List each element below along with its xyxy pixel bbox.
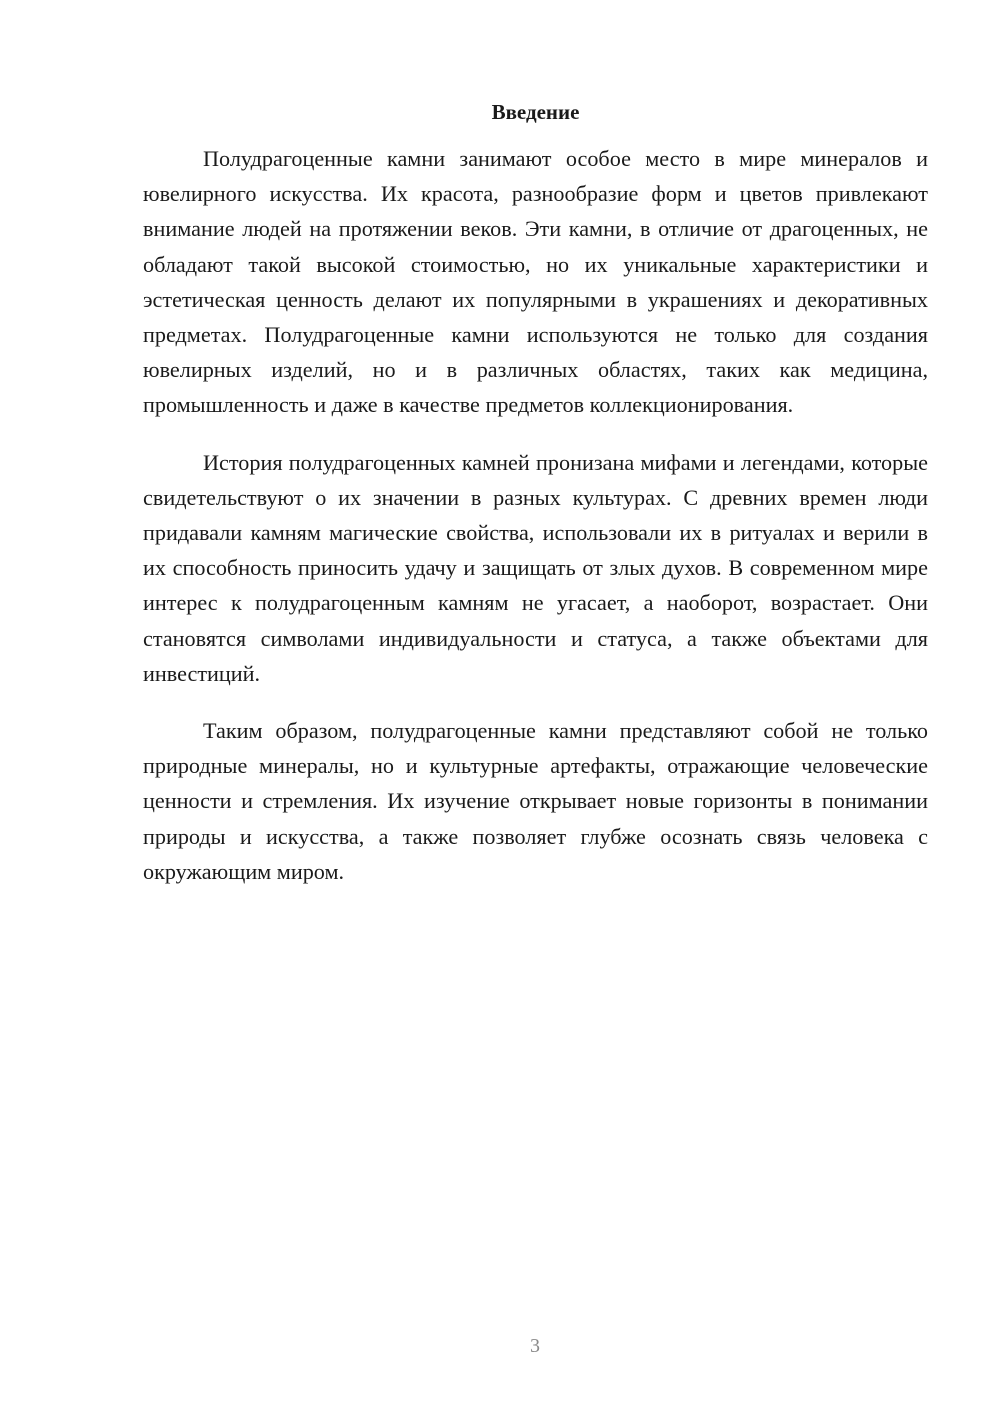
body-text	[143, 141, 928, 911]
paragraph-history: История полудрагоценных камней пронизана мифами и легендами, которые свидетельствуют о их значении в разных культурах. С древних времен люди придавали камням магические свойства, использовали их в ритуалах и верили в их способность приносить удачу и защищать от злых духов. В современном мире интерес к полудрагоценным камням не угасает, а наоборот, возрастает. Они становятся символами индивидуальности и статуса, а также объектами для инвестиций.	[143, 449, 928, 686]
paragraph-conclusion: Таким образом, полудрагоценные камни представляют собой не только природные минералы, но и культурные артефакты, отражающие человеческие ценности и стремления. Их изучение открывает новые горизонты в понимании природы и искусства, а также позволяет глубже осознать связь человека с окружающим миром.	[143, 718, 928, 884]
paragraph-intro: Полудрагоценные камни занимают особое место в мире минералов и ювелирного искусства. Их красота, разнообразие форм и цветов привлекают внимание людей на протяжении веков. Эти камни, в отличие от драгоценных, не обладают такой высокой стоимостью, но их уникальные характеристики и эстетическая ценность делают их популярными в украшениях и декоративных предметах. Полудрагоценные камни используются не только для создания ювелирных изделий, но и в различных областях, таких как медицина, промышленность и даже в качестве предметов коллекционирования.	[143, 146, 928, 418]
page-number: 3	[530, 1335, 540, 1357]
section-heading: Введение	[491, 100, 580, 124]
